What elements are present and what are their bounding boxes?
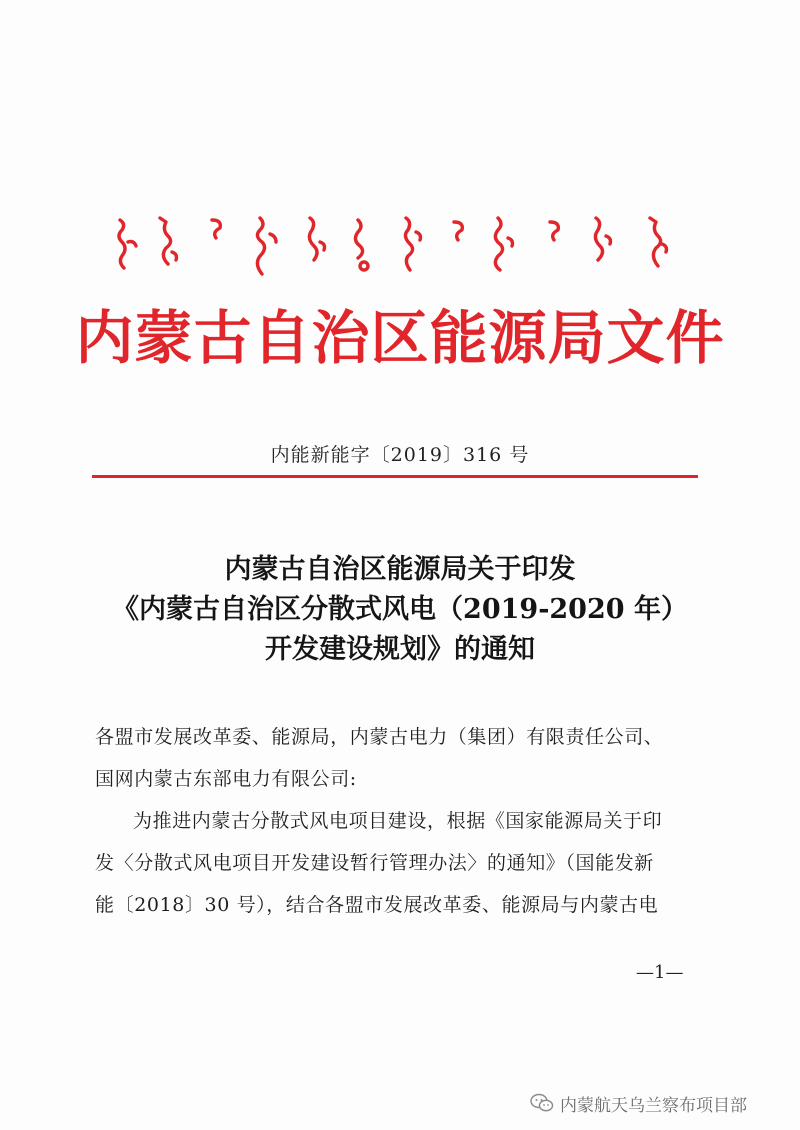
body-line-recipients-cont: 国网内蒙古东部电力有限公司:	[95, 768, 357, 790]
body-paragraph-line: 为推进内蒙古分散式风电项目建设，根据《国家能源局关于印	[133, 810, 663, 832]
notice-title	[0, 550, 800, 670]
wechat-watermark	[530, 1090, 747, 1116]
mongolian-script-header	[110, 212, 690, 280]
body-line-recipients: 各盟市发展改革委、能源局，内蒙古电力（集团）有限责任公司、	[95, 726, 664, 748]
document-header-title: 内蒙古自治区能源局文件	[75, 304, 725, 372]
watermark-text: 内蒙航天乌兰察布项目部	[560, 1095, 747, 1116]
body-paragraph-line: 能〔2018〕30 号），结合各盟市发展改革委、能源局与内蒙古电	[95, 894, 659, 916]
notice-title-line: 《内蒙古自治区分散式风电（2019-2020 年）	[112, 594, 688, 625]
notice-title-line: 内蒙古自治区能源局关于印发	[224, 554, 576, 585]
page-number: —1—	[636, 962, 684, 983]
notice-body	[95, 716, 707, 926]
body-paragraph-line: 发〈分散式风电项目开发建设暂行管理办法〉的通知》（国能发新	[95, 852, 654, 874]
mongolian-script-image	[110, 212, 690, 280]
wechat-icon	[530, 1093, 554, 1113]
document-number: 内能新能字〔2019〕316 号	[270, 444, 530, 466]
notice-title-line: 开发建设规划》的通知	[265, 634, 535, 665]
red-divider-line	[92, 475, 698, 478]
